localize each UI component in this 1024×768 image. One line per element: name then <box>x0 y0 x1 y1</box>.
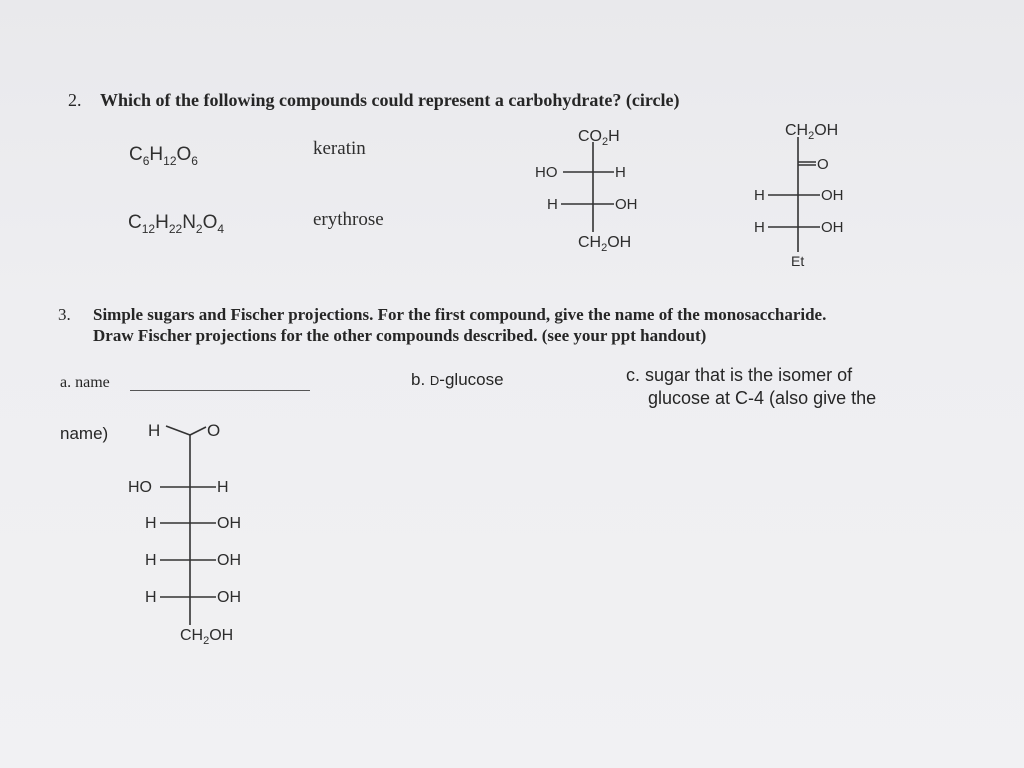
question-text: Which of the following compounds could represent a carbohydrate? (circle) <box>100 90 680 110</box>
svg-text:OH: OH <box>217 589 241 606</box>
question-number: 3. <box>58 305 71 324</box>
svg-text:H: H <box>754 219 765 236</box>
svg-text:H: H <box>145 552 157 569</box>
svg-text:CO2H: $CO_2H$ <box>578 128 620 148</box>
svg-text:H: H <box>145 515 157 532</box>
question-number: 2. <box>68 90 82 110</box>
name-label: name) <box>60 424 109 443</box>
option-erythrose[interactable]: erythrose <box>313 209 384 230</box>
svg-text:O: O <box>207 421 221 440</box>
svg-text:CH2OH: $CH_2OH$ <box>180 627 234 647</box>
part-a-label: a. name <box>60 374 110 391</box>
svg-text:O: O <box>817 156 829 173</box>
svg-text:OH: OH <box>217 515 241 532</box>
option-keratin[interactable]: keratin <box>313 138 366 159</box>
option-formula-c12h22n2o4[interactable]: $C_{12}H_{22}N_2O_4$ <box>128 212 225 236</box>
svg-text:OH: OH <box>615 196 638 213</box>
svg-text:Et: Et <box>791 253 805 269</box>
question-line-1: Simple sugars and Fischer projections. For the first compound, give the name of the monosaccharide. <box>93 305 827 324</box>
svg-text:OH: OH <box>821 219 844 236</box>
part-c-line-1: c. sugar that is the isomer of <box>626 365 853 385</box>
svg-text:HO: HO <box>535 164 558 181</box>
svg-text:OH: OH <box>821 187 844 204</box>
svg-text:H: H <box>615 164 626 181</box>
part-c-line-2: glucose at C-4 (also give the <box>648 388 877 408</box>
svg-text:CH2OH: $CH_2OH$ <box>578 234 632 254</box>
svg-text:H: H <box>754 187 765 204</box>
svg-text:CH2OH: $CH_2OH$ <box>785 122 839 142</box>
svg-text:H: H <box>217 479 229 496</box>
fischer-compound-1 <box>535 128 638 254</box>
svg-text:H: H <box>145 589 157 606</box>
option-formula-c6h12o6[interactable]: $C_6H_{12}O_6$ <box>129 144 198 168</box>
svg-text:HO: HO <box>128 479 152 496</box>
question-line-2: Draw Fischer projections for the other compounds described. (see your ppt handout) <box>93 326 707 345</box>
svg-text:OH: OH <box>217 552 241 569</box>
svg-text:H: H <box>148 421 161 440</box>
svg-text:H: H <box>547 196 558 213</box>
part-b-label: b. D-glucose <box>411 370 504 389</box>
fischer-compound-question <box>128 421 241 647</box>
